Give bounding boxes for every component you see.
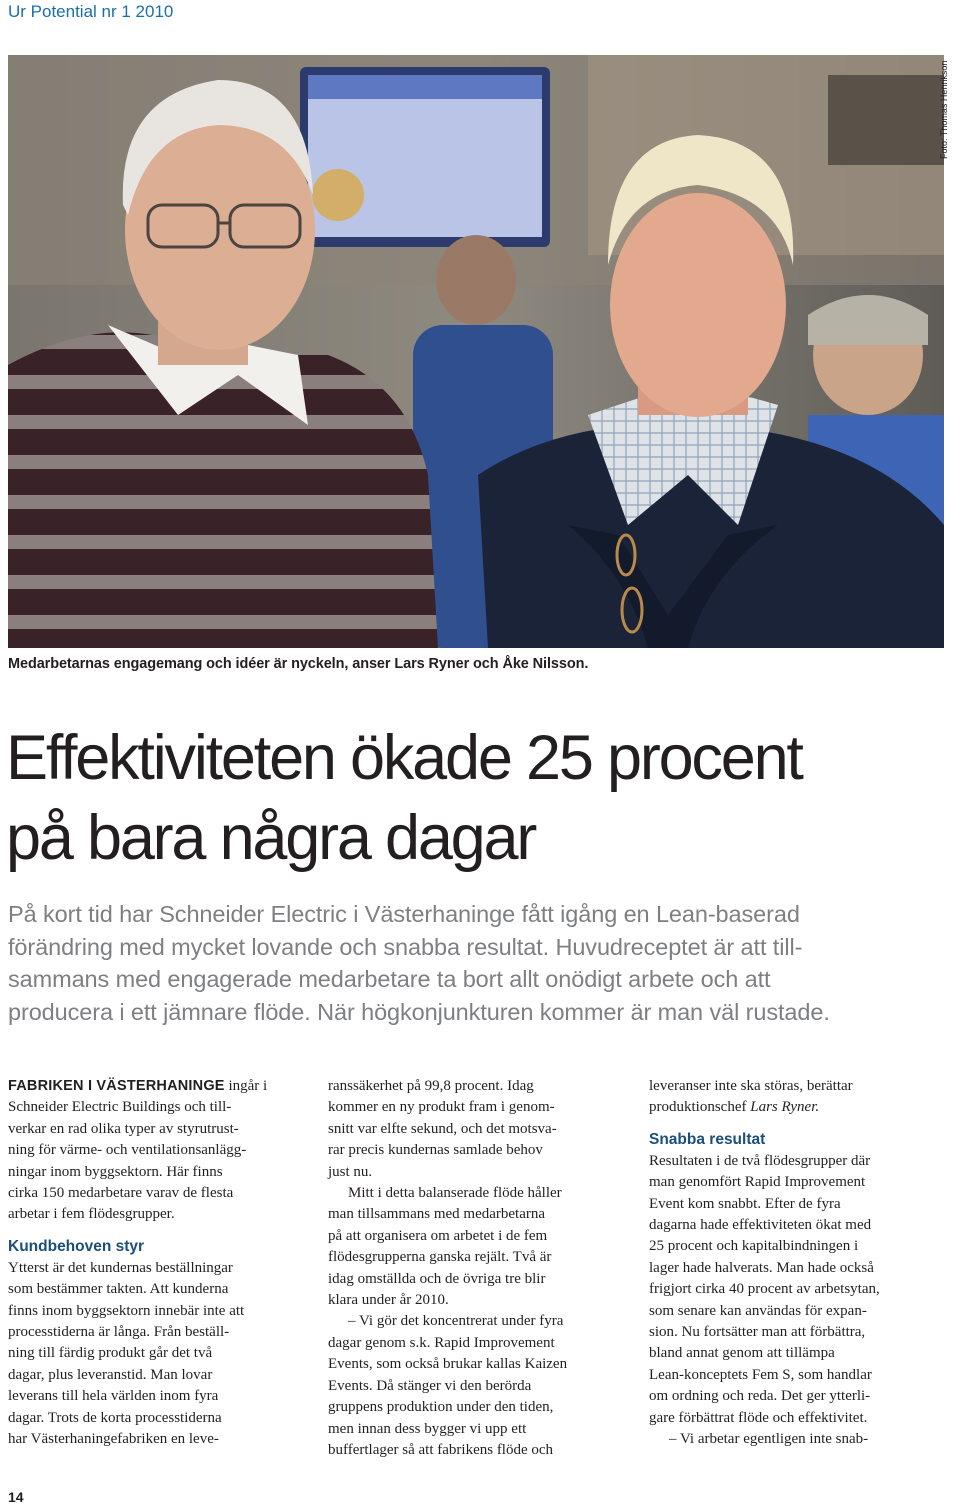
body-line: buffertlager så att fabrikens flöde och — [328, 1441, 554, 1458]
body-line: om ordning och reda. Det ger ytterli- — [649, 1388, 871, 1405]
body-line: snitt var elfte sekund, och det motsva- — [328, 1120, 557, 1137]
body-line: klara under år 2010. — [328, 1292, 449, 1309]
subheading: Snabba resultat — [649, 1130, 766, 1148]
lead-line: förändring med mycket lovande och snabba resultat. Huvudreceptet är att till- — [8, 933, 803, 960]
body-line: leverans till hela världen inom fyra — [8, 1388, 219, 1405]
body-line: Mitt i detta balanserade flöde håller — [348, 1185, 562, 1202]
body-line: på att organisera om arbetet i de fem — [328, 1227, 548, 1244]
body-line: flödesgrupperna ganska rejält. Två är — [328, 1249, 552, 1266]
lead-line: producera i ett jämnare flöde. När högkonjunkturen kommer är man väl rustade. — [8, 998, 830, 1025]
subheading: Kundbehoven styr — [8, 1237, 145, 1255]
body-line: som bestämmer takten. Att kunderna — [8, 1281, 229, 1298]
body-column-2 — [328, 1076, 628, 1461]
body-line: finns inom byggsektorn innebär inte att — [8, 1302, 245, 1319]
body-line: ningar inom byggsektorn. Här finns — [8, 1163, 223, 1180]
body-line: kommer en ny produkt fram i genom- — [328, 1099, 555, 1116]
body-line: arbetar i fem flödesgrupper. — [8, 1206, 175, 1223]
body-line: ning för värme- och ventilationsanlägg- — [8, 1142, 247, 1159]
photo-caption: Medarbetarnas engagemang och idéer är nyckeln, anser Lars Ryner och Åke Nilsson. — [8, 656, 589, 672]
body-line: verkar en rad olika typer av styrutrust- — [8, 1120, 239, 1137]
lead-line: sammans med engagerade medarbetare ta bort allt onödigt arbete och att — [8, 966, 771, 992]
body-line: just nu. — [328, 1163, 373, 1180]
body-line: dagar. Trots de korta processtiderna — [8, 1409, 222, 1426]
person-name: Lars Ryner. — [750, 1099, 820, 1116]
body-line: Ytterst är det kundernas beställningar — [8, 1259, 233, 1276]
headline-line: Effektiviteten ökade 25 procent — [6, 723, 802, 793]
body-line: som senare kan användas för expan- — [649, 1302, 867, 1319]
headline-line: på bara några dagar — [6, 803, 536, 873]
body-line: sion. Nu fortsätter man att förbättra, — [649, 1324, 866, 1341]
body-line: Events, som också brukar kallas Kaizen — [328, 1356, 568, 1373]
lead-paragraph — [8, 898, 948, 1028]
running-head: Ur Potential nr 1 2010 — [8, 2, 174, 21]
body-line: bland annat genom att tillämpa — [649, 1345, 835, 1362]
body-line — [649, 1097, 949, 1118]
body-line: cirka 150 medarbetare varav de flesta — [8, 1185, 234, 1202]
body-line: processtiderna är långa. Från beställ- — [8, 1324, 230, 1341]
body-text: ingår i — [224, 1078, 268, 1094]
body-line: Resultaten i de två flödesgrupper där — [649, 1152, 871, 1169]
lead-line: På kort tid har Schneider Electric i Västerhaninge fått igång en Lean-baserad — [8, 901, 800, 927]
body-line: men innan dess bygger vi upp ett — [328, 1420, 527, 1437]
body-line: man tillsammans med medarbetarna — [328, 1206, 546, 1223]
body-line: idag omställda och de övriga tre blir — [328, 1270, 546, 1287]
body-line: Events. Då stänger vi den berörda — [328, 1377, 532, 1394]
body-line: Schneider Electric Buildings och till- — [8, 1099, 232, 1116]
body-line: man genomfört Rapid Improvement — [649, 1174, 866, 1191]
page-number: 14 — [8, 1489, 24, 1505]
body-line: Event kom snabbt. Efter de fyra — [649, 1195, 841, 1212]
body-column-3 — [649, 1076, 949, 1451]
body-line — [8, 1076, 308, 1097]
body-line: dagar, plus leveranstid. Man lovar — [8, 1366, 213, 1383]
body-line: Lean-konceptets Fem S, som handlar — [649, 1366, 872, 1383]
photo-credit: Foto: Thomas Henrikson — [939, 60, 949, 159]
body-line: dagarna hade effektiviteten ökat med — [649, 1217, 872, 1234]
body-line: – Vi gör det koncentrerat under fyra — [348, 1313, 564, 1330]
body-line: frigjort cirka 40 procent av arbetsytan, — [649, 1281, 880, 1298]
body-line: gare förbättrat flöde och effektivitet. — [649, 1409, 868, 1426]
body-line: gruppens produktion under den tiden, — [328, 1399, 554, 1416]
photo-illustration — [8, 55, 944, 648]
body-line: har Västerhaningefabriken en leve- — [8, 1431, 219, 1448]
body-line: 25 procent och kapitalbindningen i — [649, 1238, 859, 1255]
body-line: ranssäkerhet på 99,8 procent. Idag — [328, 1078, 534, 1094]
article-photo — [8, 55, 944, 648]
body-line: rar precis kundernas samlade behov — [328, 1142, 543, 1159]
body-line: dagar genom s.k. Rapid Improvement — [328, 1334, 555, 1351]
body-line: ning till färdig produkt går det två — [8, 1345, 213, 1362]
body-line: lager hade halverats. Man hade också — [649, 1259, 874, 1276]
body-line: – Vi arbetar egentligen inte snab- — [669, 1431, 869, 1448]
body-text: produktionschef — [649, 1099, 751, 1116]
lead-in: FABRIKEN I VÄSTERHANINGE — [8, 1078, 225, 1094]
body-column-1 — [8, 1076, 308, 1451]
headline — [6, 718, 936, 878]
body-line: leveranser inte ska störas, berättar — [649, 1078, 853, 1094]
